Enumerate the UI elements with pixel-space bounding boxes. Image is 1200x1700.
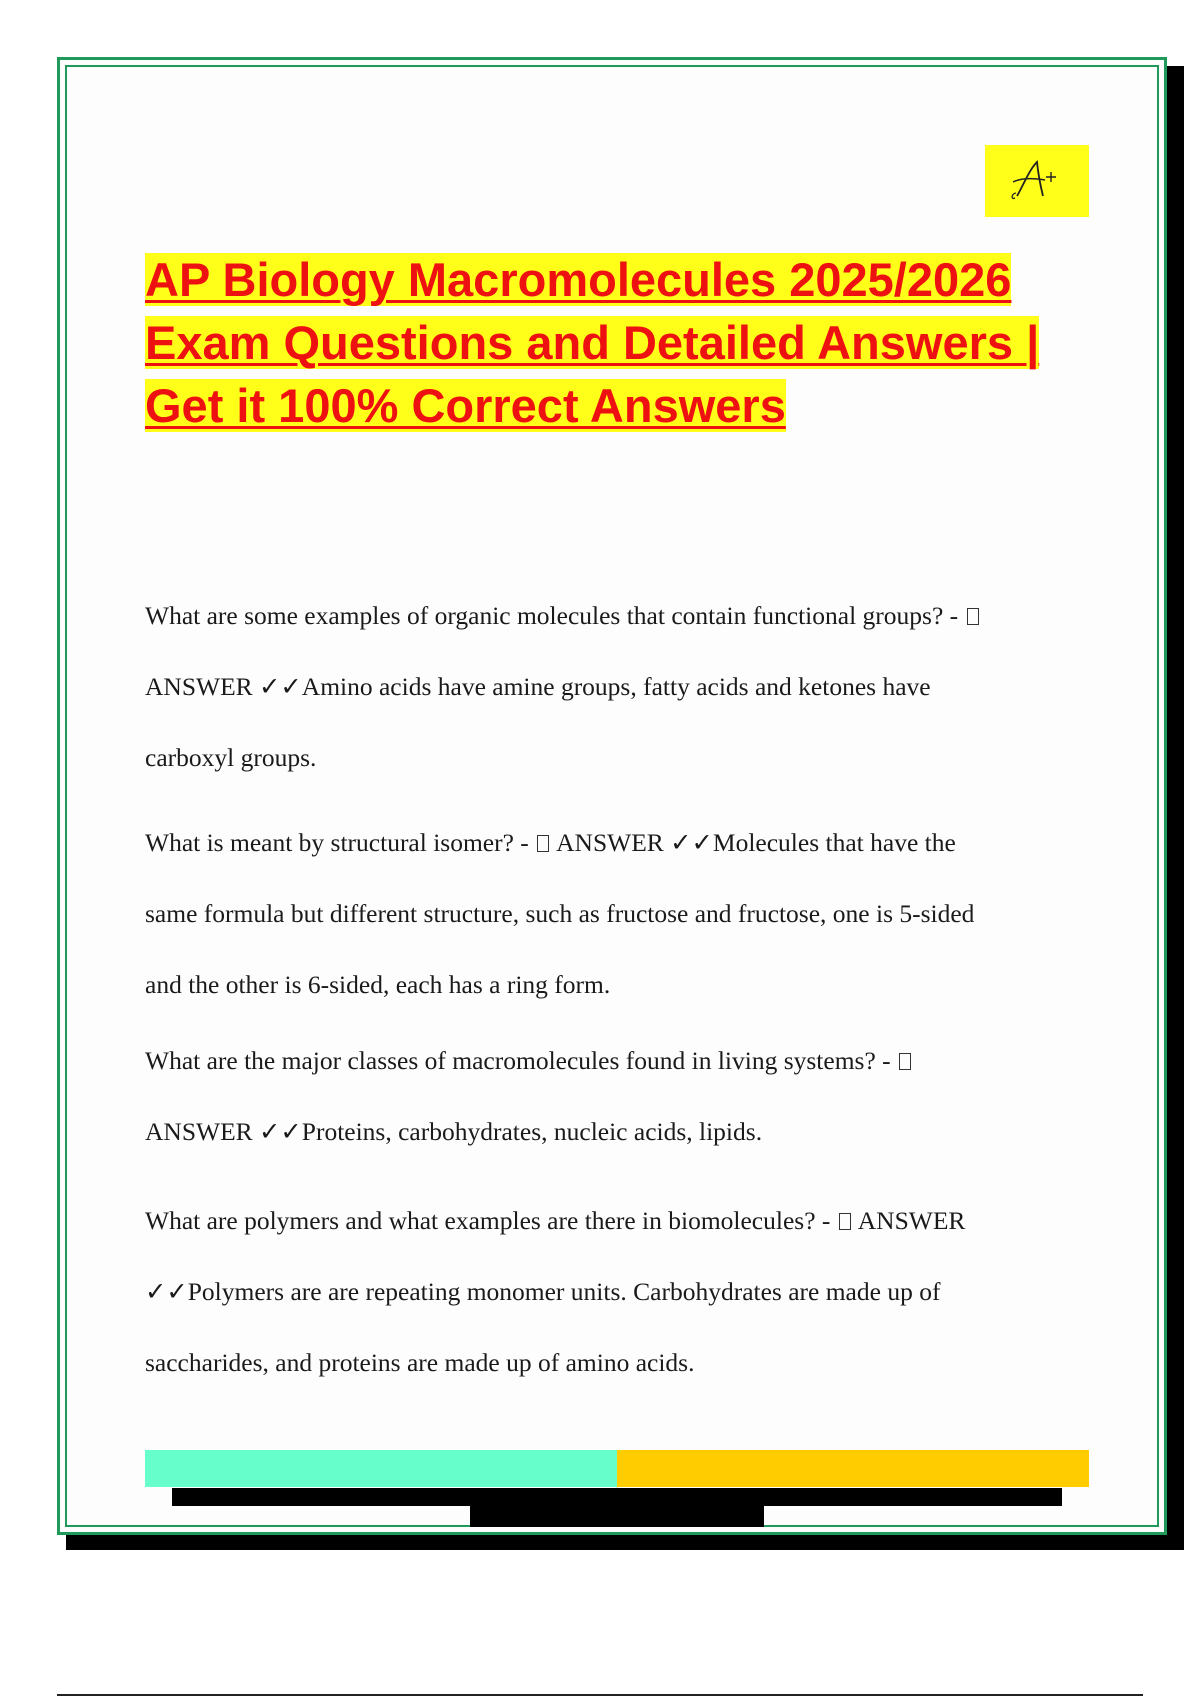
missing-glyph-icon (899, 1053, 911, 1070)
missing-glyph-icon (967, 608, 979, 625)
qa-item-4 (145, 1185, 1105, 1398)
qa-answer-text: ANSWER (852, 1206, 966, 1235)
qa-line: ✓✓Polymers are are repeating monomer units. Carbohydrates are made up of (145, 1277, 941, 1306)
title-line-3: Get it 100% Correct Answers (145, 379, 786, 432)
page-bottom-rule (57, 1694, 1143, 1696)
footer-bar-teal (145, 1450, 617, 1487)
qa-item-1 (145, 580, 1105, 793)
footer-bar-gold (617, 1450, 1089, 1487)
title-line-2: Exam Questions and Detailed Answers | (145, 316, 1040, 369)
qa-line: saccharides, and proteins are made up of amino acids. (145, 1348, 695, 1377)
qa-line: ANSWER ✓✓Amino acids have amine groups, fatty acids and ketones have (145, 672, 931, 701)
qa-line: carboxyl groups. (145, 743, 317, 772)
page-title (145, 248, 1085, 437)
qa-line: same formula but different structure, such as fructose and fructose, one is 5-sided (145, 899, 975, 928)
qa-question-text: What are some examples of organic molecules that contain functional groups? - (145, 601, 965, 630)
a-plus-icon (1007, 156, 1067, 206)
qa-item-3 (145, 1025, 1105, 1167)
qa-line (145, 1185, 1105, 1256)
qa-line: ANSWER ✓✓Proteins, carbohydrates, nucleic acids, lipids. (145, 1117, 763, 1146)
qa-question-text: What are polymers and what examples are there in biomolecules? - (145, 1206, 837, 1235)
missing-glyph-icon (839, 1213, 851, 1230)
qa-line: and the other is 6-sided, each has a ring form. (145, 970, 611, 999)
title-line-1: AP Biology Macromolecules 2025/2026 (145, 253, 1012, 306)
qa-question-text: What is meant by structural isomer? - (145, 828, 536, 857)
qa-answer-text: ANSWER ✓✓Molecules that have the (551, 828, 956, 857)
a-plus-badge-logo (985, 145, 1089, 217)
qa-line (145, 580, 1105, 651)
missing-glyph-icon (537, 835, 549, 852)
footer-bar-black-tab (470, 1500, 764, 1527)
qa-question-text: What are the major classes of macromolecules found in living systems? - (145, 1046, 898, 1075)
qa-item-2 (145, 807, 1105, 1020)
qa-line (145, 807, 1105, 878)
qa-line (145, 1025, 1105, 1096)
